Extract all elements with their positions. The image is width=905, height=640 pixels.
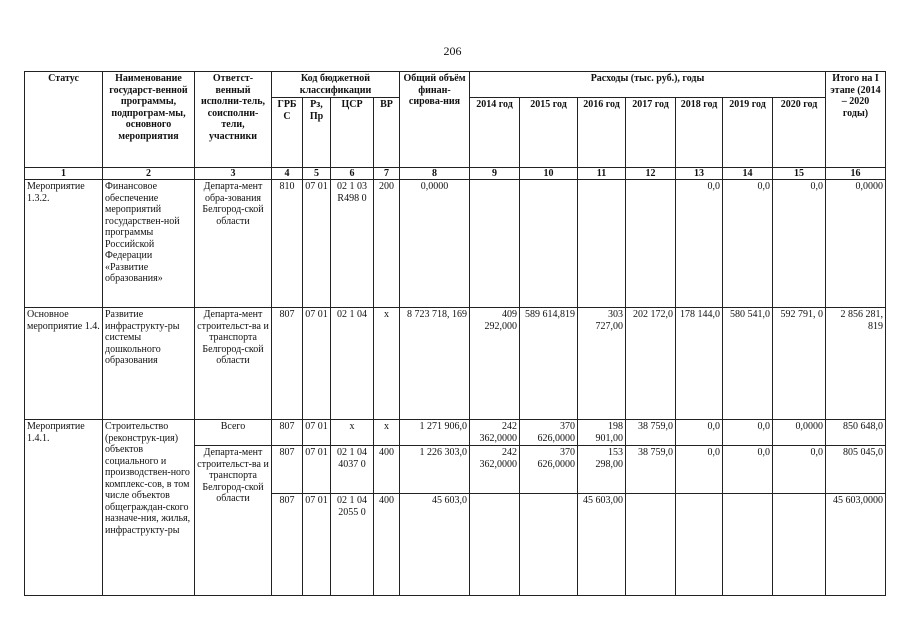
column-number: 3 xyxy=(195,168,272,180)
column-number: 11 xyxy=(578,168,626,180)
column-number: 4 xyxy=(272,168,303,180)
cell-2018: 0,0 xyxy=(676,420,723,446)
column-number: 2 xyxy=(103,168,195,180)
cell-2018: 0,0 xyxy=(676,180,723,308)
cell-responsible: Департа-мент строительст-ва и транспорта Белгород-ской области xyxy=(195,308,272,420)
column-number: 10 xyxy=(520,168,578,180)
header-status: Статус xyxy=(25,72,103,168)
cell-2017: 202 172,0 xyxy=(626,308,676,420)
cell-vr: х xyxy=(374,420,400,446)
cell-2016: 198 901,00 xyxy=(578,420,626,446)
cell-2019: 0,0 xyxy=(723,420,773,446)
column-number: 6 xyxy=(331,168,374,180)
cell-grbs: 807 xyxy=(272,308,303,420)
header-2019: 2019 год xyxy=(723,98,773,168)
table-row xyxy=(25,308,886,420)
cell-2016: 153 298,00 xyxy=(578,446,626,494)
header-vr: ВР xyxy=(374,98,400,168)
header-responsible: Ответст-венный исполни-тель, соисполни-тели, участники xyxy=(195,72,272,168)
header-2015: 2015 год xyxy=(520,98,578,168)
column-number: 15 xyxy=(773,168,826,180)
cell-vr: 400 xyxy=(374,494,400,596)
cell-rzpr: 07 01 xyxy=(303,420,331,446)
column-number: 7 xyxy=(374,168,400,180)
cell-vr: х xyxy=(374,308,400,420)
cell-2014 xyxy=(470,180,520,308)
cell-2015: 370 626,0000 xyxy=(520,420,578,446)
header-rzpr: Рз, Пр xyxy=(303,98,331,168)
cell-2015: 370 626,0000 xyxy=(520,446,578,494)
cell-total: 1 226 303,0 xyxy=(400,446,470,494)
cell-grbs: 807 xyxy=(272,494,303,596)
cell-status: Основное мероприятие 1.4. xyxy=(25,308,103,420)
cell-csr: 02 1 04 xyxy=(331,308,374,420)
column-number: 9 xyxy=(470,168,520,180)
cell-2015 xyxy=(520,494,578,596)
header-program: Наименование государст-венной программы, подпрограм-мы, основного мероприятия xyxy=(103,72,195,168)
cell-name: Развитие инфраструкту-ры системы дошкольного образования xyxy=(103,308,195,420)
cell-stage-total: 2 856 281, 819 xyxy=(826,308,886,420)
cell-total: 45 603,0 xyxy=(400,494,470,596)
cell-stage-total: 0,0000 xyxy=(826,180,886,308)
column-number: 1 xyxy=(25,168,103,180)
header-budget-code: Код бюджетной классификации xyxy=(272,72,400,98)
cell-name: Строительство (реконструк-ция) объектов социального и производствен-ного комплекс-сов, в том числе объектов общеграждан-ского назначе-ния, жилья, инфраструкту-ры xyxy=(103,420,195,596)
cell-2017 xyxy=(626,180,676,308)
cell-2020: 592 791, 0 xyxy=(773,308,826,420)
page-number: 206 xyxy=(443,44,462,58)
cell-csr: 02 1 04 2055 0 xyxy=(331,494,374,596)
cell-2019: 0,0 xyxy=(723,180,773,308)
cell-total: 8 723 718, 169 xyxy=(400,308,470,420)
cell-2015: 589 614,819 xyxy=(520,308,578,420)
cell-grbs: 807 xyxy=(272,420,303,446)
cell-2014 xyxy=(470,494,520,596)
column-number: 8 xyxy=(400,168,470,180)
cell-grbs: 810 xyxy=(272,180,303,308)
column-number-row xyxy=(25,168,886,180)
cell-2020 xyxy=(773,494,826,596)
cell-2017: 38 759,0 xyxy=(626,420,676,446)
cell-2019: 0,0 xyxy=(723,446,773,494)
cell-total: 0,0000 xyxy=(400,180,470,308)
header-2016: 2016 год xyxy=(578,98,626,168)
header-expenses: Расходы (тыс. руб.), годы xyxy=(470,72,826,98)
header-grbs: ГРБ С xyxy=(272,98,303,168)
cell-2018 xyxy=(676,494,723,596)
cell-2014: 242 362,0000 xyxy=(470,420,520,446)
cell-csr: х xyxy=(331,420,374,446)
table-row xyxy=(25,420,886,446)
cell-2016: 303 727,00 xyxy=(578,308,626,420)
cell-rzpr: 07 01 xyxy=(303,180,331,308)
cell-2020: 0,0 xyxy=(773,446,826,494)
cell-2020: 0,0 xyxy=(773,180,826,308)
header-2017: 2017 год xyxy=(626,98,676,168)
cell-2014: 242 362,0000 xyxy=(470,446,520,494)
column-number: 14 xyxy=(723,168,773,180)
cell-2017 xyxy=(626,494,676,596)
cell-rzpr: 07 01 xyxy=(303,446,331,494)
table-row xyxy=(25,180,886,308)
cell-2018: 0,0 xyxy=(676,446,723,494)
header-2014: 2014 год xyxy=(470,98,520,168)
cell-csr: 02 1 04 4037 0 xyxy=(331,446,374,494)
cell-grbs: 807 xyxy=(272,446,303,494)
cell-2019 xyxy=(723,494,773,596)
cell-2019: 580 541,0 xyxy=(723,308,773,420)
cell-responsible: Департа-мент обра-зования Белгород-ской области xyxy=(195,180,272,308)
cell-responsible: Всего xyxy=(195,420,272,446)
header-total: Общий объём финан-сирова-ния xyxy=(400,72,470,168)
cell-total: 1 271 906,0 xyxy=(400,420,470,446)
cell-csr: 02 1 03 R498 0 xyxy=(331,180,374,308)
header-2020: 2020 год xyxy=(773,98,826,168)
cell-2017: 38 759,0 xyxy=(626,446,676,494)
cell-stage-total: 850 648,0 xyxy=(826,420,886,446)
column-number: 13 xyxy=(676,168,723,180)
cell-vr: 400 xyxy=(374,446,400,494)
cell-responsible: Департа-мент строительст-ва и транспорта Белгород-ской области xyxy=(195,446,272,596)
column-number: 5 xyxy=(303,168,331,180)
cell-2016 xyxy=(578,180,626,308)
cell-status: Мероприятие 1.3.2. xyxy=(25,180,103,308)
cell-rzpr: 07 01 xyxy=(303,494,331,596)
column-number: 16 xyxy=(826,168,886,180)
cell-rzpr: 07 01 xyxy=(303,308,331,420)
cell-2014: 409 292,000 xyxy=(470,308,520,420)
budget-table xyxy=(24,71,886,596)
cell-2020: 0,0000 xyxy=(773,420,826,446)
cell-name: Финансовое обеспечение мероприятий государствен-ной программы Российской Федерации «Развитие образования» xyxy=(103,180,195,308)
header-2018: 2018 год xyxy=(676,98,723,168)
header-stage-total: Итого на I этапе (2014 – 2020 годы) xyxy=(826,72,886,168)
cell-2018: 178 144,0 xyxy=(676,308,723,420)
cell-stage-total: 805 045,0 xyxy=(826,446,886,494)
column-number: 12 xyxy=(626,168,676,180)
cell-status: Мероприятие 1.4.1. xyxy=(25,420,103,596)
cell-2015 xyxy=(520,180,578,308)
cell-vr: 200 xyxy=(374,180,400,308)
header-csr: ЦСР xyxy=(331,98,374,168)
cell-stage-total: 45 603,0000 xyxy=(826,494,886,596)
cell-2016: 45 603,00 xyxy=(578,494,626,596)
